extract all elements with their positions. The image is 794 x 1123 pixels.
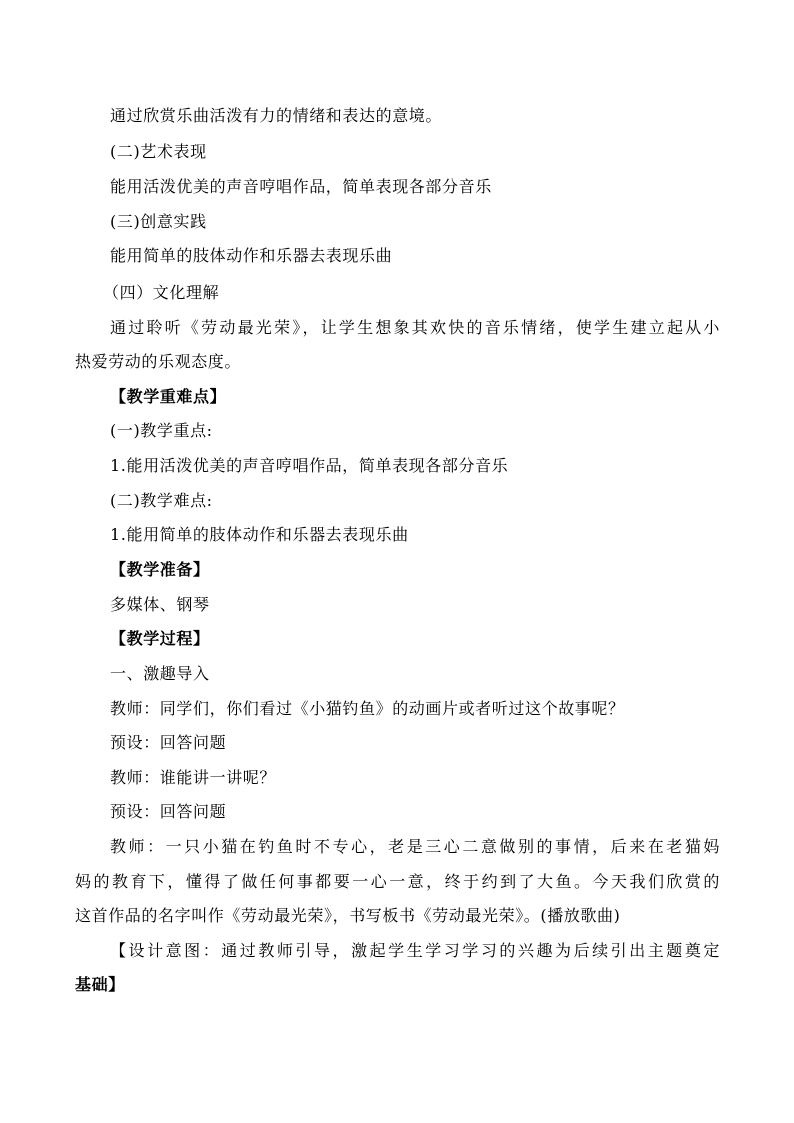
difficulty-heading: (二)教学难点: [110, 491, 213, 510]
story-line-1: 教师：一只小猫在钓鱼时不专心，老是三心二意做别的事情，后来在老猫妈 [110, 837, 720, 856]
difficulty-item: 1.能用简单的肢体动作和乐器去表现乐曲 [110, 525, 409, 544]
design-intent-line-1: 【设计意图：通过教师引导，激起学生学习学习的兴趣为后续引出主题奠定 [110, 941, 720, 960]
section-heading-cultural-understanding: （四）文化理解 [103, 283, 220, 302]
key-points-title: 【教学重难点】 [110, 387, 227, 406]
section-text-cultural-understanding-line2: 热爱劳动的乐观态度。 [75, 352, 242, 371]
dialogue-line: 预设：回答问题 [110, 733, 227, 752]
process-title: 【教学过程】 [110, 629, 210, 648]
dialogue-line: 预设：回答问题 [110, 802, 227, 821]
preparation-title: 【教学准备】 [110, 560, 210, 579]
section-text-art-expression: 能用活泼优美的声音哼唱作品，简单表现各部分音乐 [110, 177, 492, 196]
section-text-cultural-understanding-line1: 通过聆听《劳动最光荣》，让学生想象其欢快的音乐情绪，使学生建立起从小 [110, 318, 720, 337]
story-line-3: 这首作品的名字叫作《劳动最光荣》，书写板书《劳动最光荣》。(播放歌曲) [75, 906, 621, 925]
dialogue-line: 教师：谁能讲一讲呢？ [110, 768, 277, 787]
step1-heading: 一、激趣导入 [110, 664, 210, 683]
design-intent-line-2: 基础】 [75, 975, 125, 994]
focus-heading: (一)教学重点: [110, 421, 213, 440]
section-heading-art-expression: (二)艺术表现 [110, 142, 207, 161]
objective-culture-intro: 通过欣赏乐曲活泼有力的情绪和表达的意境。 [110, 106, 443, 125]
preparation-text: 多媒体、钢琴 [110, 595, 210, 614]
story-line-2: 妈的教育下，懂得了做任何事都要一心一意，终于约到了大鱼。今天我们欣赏的 [75, 872, 720, 891]
dialogue-line: 教师：同学们，你们看过《小猫钓鱼》的动画片或者听过这个故事呢？ [110, 699, 625, 718]
section-text-creative-practice: 能用简单的肢体动作和乐器去表现乐曲 [110, 246, 393, 265]
focus-item: 1.能用活泼优美的声音哼唱作品，简单表现各部分音乐 [110, 456, 509, 475]
section-heading-creative-practice: (三)创意实践 [110, 212, 207, 231]
